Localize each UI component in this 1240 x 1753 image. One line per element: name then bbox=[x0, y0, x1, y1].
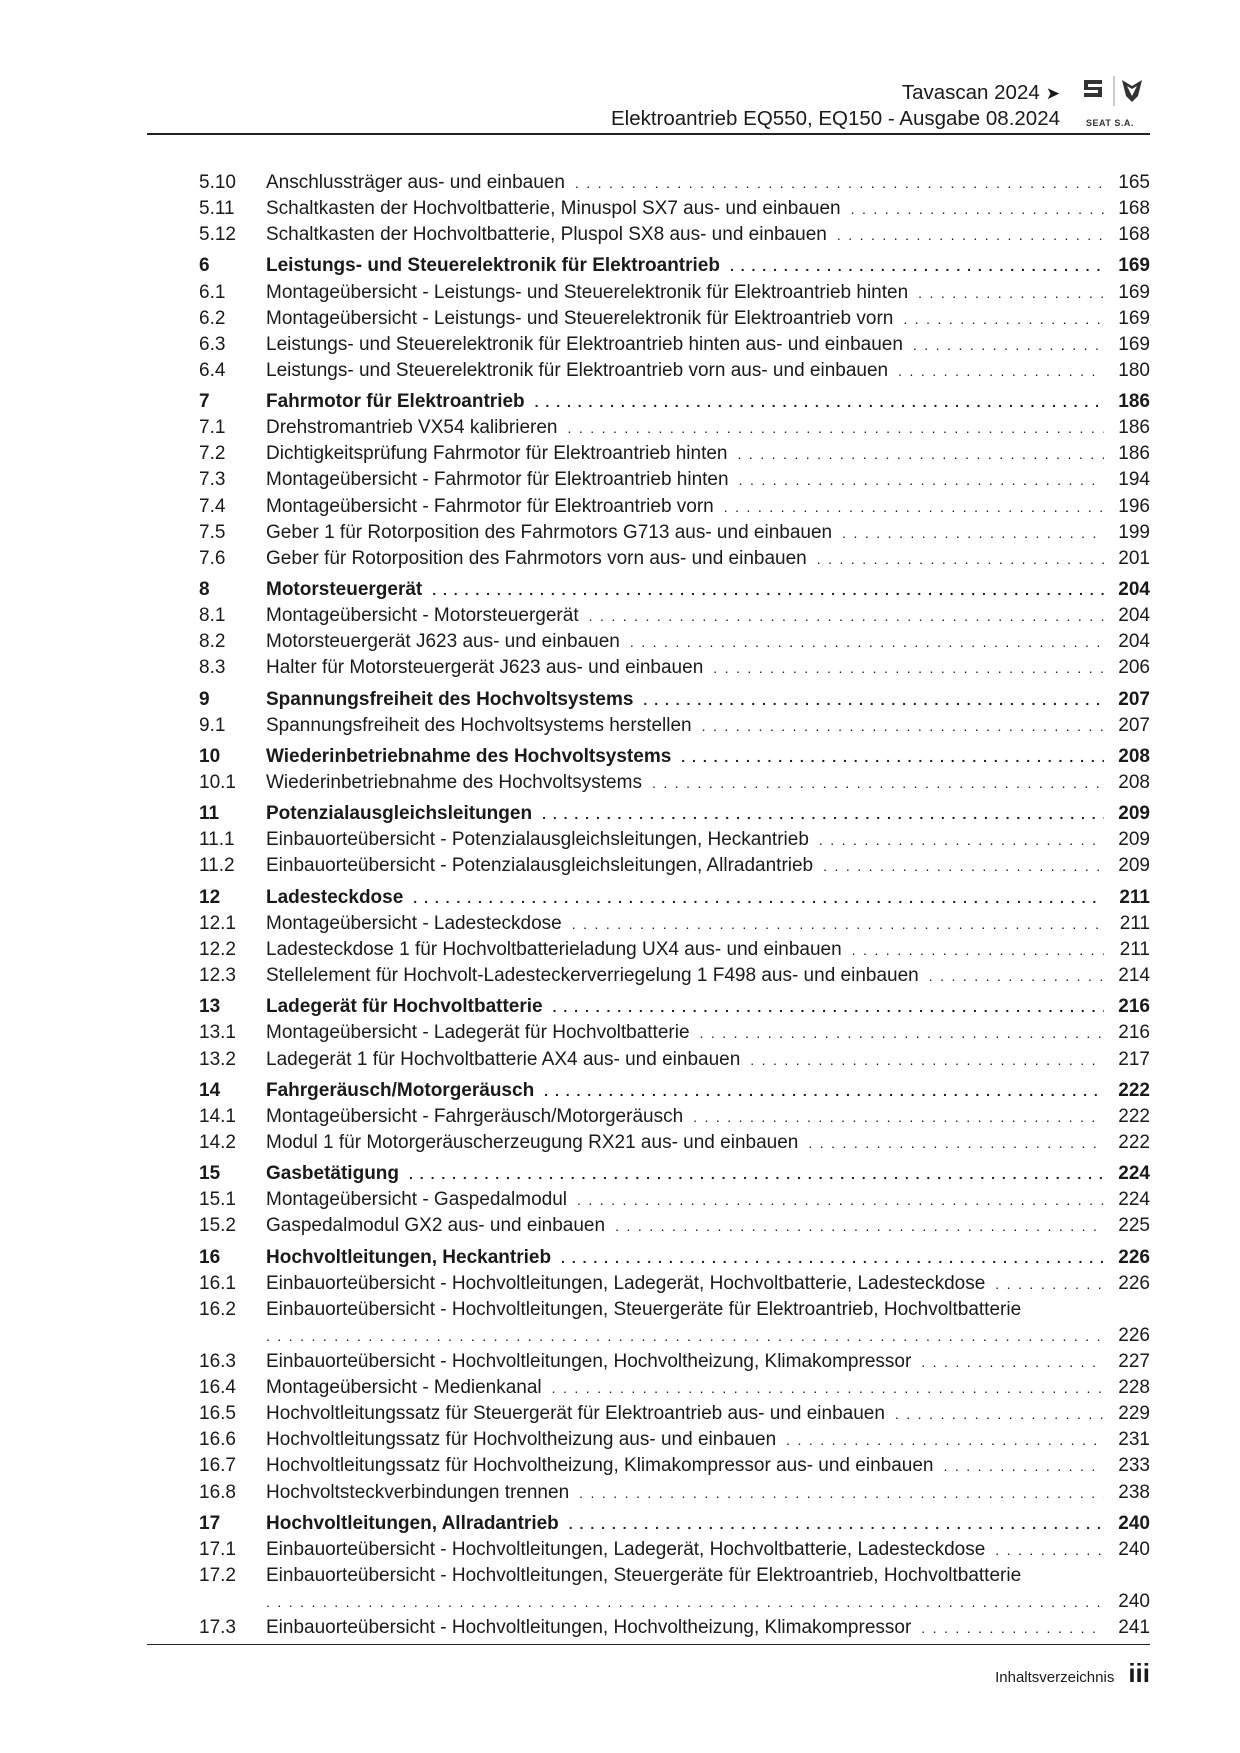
toc-entry[interactable] bbox=[199, 1273, 1150, 1299]
entry-title: Einbauorteübersicht - Hochvoltleitungen, Ladegerät, Hochvoltbatterie, Ladesteckdose bbox=[266, 1272, 986, 1294]
entry-page[interactable]: 204 bbox=[1118, 631, 1150, 653]
entry-page[interactable]: 165 bbox=[1118, 172, 1150, 193]
dot-leader bbox=[730, 255, 1104, 277]
entry-number: 12 bbox=[199, 886, 221, 908]
entry-page[interactable]: 169 bbox=[1118, 333, 1150, 355]
toc-entry[interactable] bbox=[199, 715, 1150, 741]
toc-entry[interactable] bbox=[199, 1429, 1150, 1455]
entry-title: Gaspedalmodul GX2 aus- und einbauen bbox=[266, 1215, 606, 1237]
header-subtitle: Elektroantrieb EQ550, EQ150 - Ausgabe 08.2024 bbox=[610, 107, 1060, 130]
entry-page[interactable]: 226 bbox=[1118, 1325, 1150, 1346]
entry-number: 11 bbox=[199, 803, 220, 825]
entry-number: 16.7 bbox=[199, 1455, 236, 1477]
dot-leader bbox=[589, 605, 1104, 627]
toc-entry-continuation[interactable] bbox=[199, 1591, 1150, 1617]
entry-title: Dichtigkeitsprüfung Fahrmotor für Elektroantrieb hinten bbox=[266, 443, 728, 465]
entry-number: 15.2 bbox=[199, 1215, 236, 1237]
entry-number: 17.3 bbox=[199, 1617, 236, 1639]
dot-leader bbox=[413, 887, 1104, 909]
entry-title: Einbauorteübersicht - Hochvoltleitungen, Steuergeräte für Elektroantrieb, Hochvoltbatterie bbox=[266, 1565, 1022, 1587]
entry-number: 16.4 bbox=[199, 1377, 236, 1399]
entry-title: Montageübersicht - Fahrmotor für Elektroantrieb hinten bbox=[266, 469, 729, 491]
dot-leader bbox=[898, 360, 1104, 382]
entry-page[interactable]: 209 bbox=[1118, 855, 1150, 877]
toc-entry[interactable] bbox=[199, 605, 1150, 631]
toc-entry[interactable] bbox=[199, 496, 1150, 522]
table-of-contents bbox=[199, 172, 1150, 1643]
toc-chapter[interactable] bbox=[199, 255, 1150, 281]
entry-page[interactable]: 204 bbox=[1118, 578, 1150, 600]
entry-number: 17.1 bbox=[199, 1538, 236, 1560]
entry-page[interactable]: 240 bbox=[1118, 1538, 1150, 1560]
toc-entry[interactable] bbox=[199, 417, 1150, 443]
entry-page[interactable]: 240 bbox=[1118, 1591, 1150, 1613]
arrow-icon: ➤ bbox=[1045, 84, 1060, 103]
entry-title: Einbauorteübersicht - Potenzialausgleichsleitungen, Heckantrieb bbox=[266, 829, 809, 851]
toc-entry[interactable] bbox=[199, 1455, 1150, 1481]
entry-page[interactable]: 206 bbox=[1118, 657, 1150, 679]
dot-leader bbox=[739, 469, 1104, 491]
toc-chapter[interactable] bbox=[199, 1163, 1150, 1189]
entry-page[interactable]: 229 bbox=[1118, 1403, 1150, 1425]
entry-number: 7.1 bbox=[199, 417, 226, 439]
dot-leader bbox=[615, 1215, 1104, 1237]
dot-leader bbox=[724, 496, 1104, 518]
dot-leader bbox=[652, 772, 1104, 794]
toc-entry[interactable] bbox=[199, 1106, 1150, 1132]
toc-entry[interactable] bbox=[199, 334, 1150, 360]
dot-leader bbox=[913, 334, 1104, 356]
entry-number: 16.6 bbox=[199, 1429, 236, 1451]
toc-chapter[interactable] bbox=[199, 746, 1150, 772]
dot-leader bbox=[851, 198, 1104, 220]
entry-page[interactable]: 225 bbox=[1118, 1215, 1150, 1237]
entry-title: Motorsteuergerät J623 aus- und einbauen bbox=[266, 631, 620, 653]
entry-title: Potenzialausgleichsleitungen bbox=[266, 803, 533, 825]
entry-page[interactable]: 168 bbox=[1118, 198, 1150, 220]
entry-title: Geber 1 für Rotorposition des Fahrmotors G713 aus- und einbauen bbox=[266, 521, 833, 543]
entry-number: 6.3 bbox=[199, 333, 226, 355]
toc-entry[interactable] bbox=[199, 939, 1150, 965]
entry-page[interactable]: 227 bbox=[1118, 1351, 1150, 1373]
entry-number: 12.1 bbox=[199, 912, 236, 934]
entry-page[interactable]: 226 bbox=[1118, 1272, 1150, 1294]
entry-title: Ladegerät 1 für Hochvoltbatterie AX4 aus- und einbauen bbox=[266, 1048, 741, 1070]
dot-leader bbox=[995, 1539, 1104, 1561]
entry-title: Gasbetätigung bbox=[266, 1163, 400, 1185]
entry-number: 15 bbox=[199, 1163, 221, 1185]
entry-page[interactable]: 196 bbox=[1118, 495, 1150, 517]
dot-leader bbox=[921, 1617, 1104, 1639]
entry-title: Einbauorteübersicht - Hochvoltleitungen, Hochvoltheizung, Klimakompressor bbox=[266, 1351, 912, 1373]
footer-divider bbox=[147, 1644, 1150, 1645]
entry-title: Wiederinbetriebnahme des Hochvoltsystems bbox=[266, 772, 642, 793]
entry-page[interactable]: 186 bbox=[1118, 443, 1150, 465]
entry-title: Montageübersicht - Gaspedalmodul bbox=[266, 1189, 568, 1211]
entry-page[interactable]: 216 bbox=[1118, 1022, 1150, 1044]
entry-title: Hochvoltleitungen, Heckantrieb bbox=[266, 1246, 552, 1268]
dot-leader bbox=[577, 1189, 1104, 1211]
entry-title: Leistungs- und Steuerelektronik für Elektroantrieb bbox=[266, 255, 720, 277]
toc-entry[interactable] bbox=[199, 360, 1150, 386]
entry-title: Montageübersicht - Medienkanal bbox=[266, 1377, 542, 1399]
entry-number: 16.1 bbox=[199, 1272, 236, 1294]
toc-chapter[interactable] bbox=[199, 1513, 1150, 1539]
entry-title: Ladegerät für Hochvoltbatterie bbox=[266, 996, 543, 1018]
header-divider bbox=[147, 133, 1150, 135]
toc-entry[interactable] bbox=[199, 855, 1150, 881]
toc-chapter[interactable] bbox=[199, 1080, 1150, 1106]
dot-leader bbox=[567, 417, 1104, 439]
toc-chapter[interactable] bbox=[199, 689, 1150, 715]
dot-leader bbox=[837, 224, 1104, 246]
dot-leader bbox=[842, 522, 1104, 544]
entry-title: Spannungsfreiheit des Hochvoltsystems herstellen bbox=[266, 714, 692, 736]
entry-page[interactable]: 217 bbox=[1118, 1048, 1150, 1070]
entry-number: 14 bbox=[199, 1079, 221, 1101]
dot-leader bbox=[266, 1325, 1104, 1347]
entry-number: 7.6 bbox=[199, 547, 226, 569]
toc-entry[interactable] bbox=[199, 1132, 1150, 1158]
dot-leader bbox=[929, 965, 1104, 987]
toc-entry[interactable] bbox=[199, 1565, 1150, 1591]
toc-entry[interactable] bbox=[199, 282, 1150, 308]
toc-entry[interactable] bbox=[199, 522, 1150, 548]
entry-number: 8.3 bbox=[199, 657, 226, 679]
toc-entry[interactable] bbox=[199, 913, 1150, 939]
entry-page[interactable]: 211 bbox=[1119, 886, 1150, 908]
dot-leader bbox=[786, 1429, 1104, 1451]
entry-number: 16 bbox=[199, 1246, 221, 1268]
entry-number: 10 bbox=[199, 745, 221, 767]
entry-number: 13 bbox=[199, 996, 221, 1018]
entry-number: 11.1 bbox=[199, 829, 235, 851]
toc-entry[interactable] bbox=[199, 1482, 1150, 1508]
entry-page[interactable]: 208 bbox=[1118, 772, 1150, 793]
entry-title: Ladesteckdose 1 für Hochvoltbatterieladung UX4 aus- und einbauen bbox=[266, 938, 842, 960]
dot-leader bbox=[542, 803, 1104, 825]
toc-chapter[interactable] bbox=[199, 1247, 1150, 1273]
dot-leader bbox=[918, 282, 1104, 304]
entry-title: Motorsteuergerät bbox=[266, 578, 423, 600]
toc-chapter[interactable] bbox=[199, 391, 1150, 417]
dot-leader bbox=[819, 829, 1104, 851]
dot-leader bbox=[808, 1132, 1104, 1154]
toc-entry[interactable] bbox=[199, 469, 1150, 495]
dot-leader bbox=[817, 548, 1104, 570]
entry-title: Montageübersicht - Leistungs- und Steuerelektronik für Elektroantrieb vorn bbox=[266, 307, 894, 329]
entry-number: 17 bbox=[199, 1512, 221, 1534]
entry-title: Modul 1 für Motorgeräuscherzeugung RX21 aus- und einbauen bbox=[266, 1131, 799, 1153]
entry-page[interactable]: 194 bbox=[1118, 469, 1150, 491]
dot-leader bbox=[852, 939, 1104, 961]
dot-leader bbox=[409, 1163, 1104, 1185]
entry-number: 5.12 bbox=[199, 224, 236, 246]
dot-leader bbox=[643, 689, 1104, 711]
toc-entry[interactable] bbox=[199, 1049, 1150, 1075]
entry-title: Hochvoltleitungssatz für Hochvoltheizung, Klimakompressor aus- und einbauen bbox=[266, 1455, 934, 1477]
dot-leader bbox=[535, 391, 1104, 413]
entry-number: 6.2 bbox=[199, 307, 226, 329]
entry-title: Hochvoltleitungssatz für Hochvoltheizung aus- und einbauen bbox=[266, 1429, 777, 1451]
entry-number: 14.1 bbox=[199, 1105, 236, 1127]
dot-leader bbox=[713, 657, 1104, 679]
entry-page[interactable]: 224 bbox=[1118, 1163, 1150, 1185]
entry-number: 7 bbox=[199, 391, 210, 413]
entry-page[interactable]: 186 bbox=[1118, 391, 1150, 413]
entry-page[interactable]: 169 bbox=[1118, 307, 1150, 329]
dot-leader bbox=[700, 1022, 1104, 1044]
entry-number: 6.1 bbox=[199, 281, 226, 303]
page-number: iii bbox=[1128, 1658, 1150, 1688]
toc-entry[interactable] bbox=[199, 308, 1150, 334]
entry-page[interactable]: 233 bbox=[1118, 1455, 1150, 1477]
entry-title: Fahrgeräusch/Motorgeräusch bbox=[266, 1079, 535, 1101]
page-header bbox=[611, 80, 1060, 131]
entry-title: Ladesteckdose bbox=[266, 886, 404, 908]
entry-number: 7.3 bbox=[199, 469, 226, 491]
entry-page[interactable]: 201 bbox=[1118, 547, 1150, 569]
entry-title: Wiederinbetriebnahme des Hochvoltsystems bbox=[266, 745, 672, 767]
entry-page[interactable]: 208 bbox=[1118, 745, 1150, 767]
dot-leader bbox=[702, 715, 1104, 737]
entry-page[interactable]: 231 bbox=[1118, 1429, 1150, 1451]
toc-entry[interactable] bbox=[199, 1539, 1150, 1565]
entry-title: Schaltkasten der Hochvoltbatterie, Minuspol SX7 aus- und einbauen bbox=[266, 198, 841, 220]
toc-entry[interactable] bbox=[199, 224, 1150, 250]
dot-leader bbox=[266, 1591, 1104, 1613]
entry-page[interactable]: 222 bbox=[1118, 1079, 1150, 1101]
entry-title: Hochvoltleitungssatz für Steuergerät für Elektroantrieb aus- und einbauen bbox=[266, 1403, 885, 1425]
entry-page[interactable]: 186 bbox=[1118, 417, 1150, 439]
toc-entry[interactable] bbox=[199, 548, 1150, 574]
entry-page[interactable]: 211 bbox=[1119, 938, 1150, 960]
entry-number: 17.2 bbox=[199, 1565, 236, 1587]
entry-number: 9.1 bbox=[199, 714, 226, 736]
dot-leader bbox=[553, 996, 1104, 1018]
dot-leader bbox=[561, 1247, 1104, 1269]
entry-title: Hochvoltsteckverbindungen trennen bbox=[266, 1481, 570, 1503]
dot-leader bbox=[552, 1377, 1104, 1399]
entry-number: 14.2 bbox=[199, 1131, 236, 1153]
entry-title: Einbauorteübersicht - Hochvoltleitungen, Hochvoltheizung, Klimakompressor bbox=[266, 1617, 912, 1639]
entry-title: Einbauorteübersicht - Hochvoltleitungen, Steuergeräte für Elektroantrieb, Hochvoltbatterie bbox=[266, 1298, 1022, 1320]
entry-number: 5.11 bbox=[199, 198, 235, 220]
entry-number: 8 bbox=[199, 578, 210, 600]
entry-title: Anschlussträger aus- und einbauen bbox=[266, 172, 565, 193]
entry-page[interactable]: 209 bbox=[1118, 829, 1150, 851]
entry-page[interactable]: 169 bbox=[1118, 281, 1150, 303]
entry-number: 8.1 bbox=[199, 605, 226, 627]
dot-leader bbox=[943, 1455, 1104, 1477]
dot-leader bbox=[630, 631, 1104, 653]
page-footer bbox=[995, 1658, 1150, 1689]
entry-title: Montageübersicht - Motorsteuergerät bbox=[266, 605, 579, 627]
footer-label: Inhaltsverzeichnis bbox=[995, 1669, 1115, 1686]
entry-page[interactable]: 204 bbox=[1118, 605, 1150, 627]
entry-number: 10.1 bbox=[199, 772, 236, 793]
toc-entry[interactable] bbox=[199, 772, 1150, 798]
entry-number: 7.2 bbox=[199, 443, 226, 465]
dot-leader bbox=[903, 308, 1104, 330]
entry-page[interactable]: 169 bbox=[1118, 255, 1150, 277]
seat-cupra-logo bbox=[1080, 74, 1152, 134]
entry-title: Geber für Rotorposition des Fahrmotors vorn aus- und einbauen bbox=[266, 547, 807, 569]
toc-entry[interactable] bbox=[199, 829, 1150, 855]
entry-page[interactable]: 241 bbox=[1118, 1617, 1150, 1639]
dot-leader bbox=[693, 1106, 1104, 1128]
dot-leader bbox=[579, 1482, 1104, 1504]
toc-entry[interactable] bbox=[199, 1617, 1150, 1643]
dot-leader bbox=[572, 913, 1104, 935]
entry-title: Stellelement für Hochvolt-Ladesteckerverriegelung 1 F498 aus- und einbauen bbox=[266, 965, 919, 987]
entry-number: 16.8 bbox=[199, 1481, 236, 1503]
entry-title: Einbauorteübersicht - Hochvoltleitungen, Ladegerät, Hochvoltbatterie, Ladesteckdose bbox=[266, 1538, 986, 1560]
toc-entry[interactable] bbox=[199, 631, 1150, 657]
entry-number: 6.4 bbox=[199, 359, 226, 381]
brand-logo-icon bbox=[1080, 74, 1152, 114]
toc-entry[interactable] bbox=[199, 198, 1150, 224]
entry-page[interactable]: 207 bbox=[1118, 714, 1150, 736]
dot-leader bbox=[681, 746, 1104, 768]
entry-title: Leistungs- und Steuerelektronik für Elektroantrieb hinten aus- und einbauen bbox=[266, 333, 903, 355]
entry-number: 16.5 bbox=[199, 1403, 236, 1425]
entry-title: Einbauorteübersicht - Potenzialausgleichsleitungen, Allradantrieb bbox=[266, 855, 814, 877]
dot-leader bbox=[544, 1080, 1104, 1102]
entry-number: 9 bbox=[199, 688, 210, 710]
dot-leader bbox=[432, 579, 1104, 601]
entry-title: Drehstromantrieb VX54 kalibrieren bbox=[266, 417, 558, 439]
entry-title: Montageübersicht - Ladegerät für Hochvoltbatterie bbox=[266, 1022, 690, 1044]
toc-chapter[interactable] bbox=[199, 887, 1150, 913]
logo-text: SEAT S.A. bbox=[1086, 118, 1134, 128]
entry-page[interactable]: 224 bbox=[1118, 1189, 1150, 1211]
entry-number: 15.1 bbox=[199, 1189, 236, 1211]
entry-title: Montageübersicht - Fahrmotor für Elektroantrieb vorn bbox=[266, 495, 714, 517]
entry-page[interactable]: 214 bbox=[1118, 965, 1150, 987]
entry-title: Fahrmotor für Elektroantrieb bbox=[266, 391, 525, 413]
toc-entry[interactable] bbox=[199, 1299, 1150, 1325]
entry-page[interactable]: 222 bbox=[1118, 1105, 1150, 1127]
entry-title: Montageübersicht - Leistungs- und Steuerelektronik für Elektroantrieb hinten bbox=[266, 281, 909, 303]
toc-entry[interactable] bbox=[199, 443, 1150, 469]
entry-title: Montageübersicht - Ladesteckdose bbox=[266, 912, 562, 934]
entry-number: 12.3 bbox=[199, 965, 236, 987]
toc-entry[interactable] bbox=[199, 172, 1150, 198]
dot-leader bbox=[738, 443, 1104, 465]
toc-entry[interactable] bbox=[199, 657, 1150, 683]
toc-entry[interactable] bbox=[199, 1022, 1150, 1048]
entry-page[interactable]: 168 bbox=[1118, 224, 1150, 246]
entry-number: 16.3 bbox=[199, 1351, 236, 1373]
dot-leader bbox=[995, 1273, 1104, 1295]
entry-number: 8.2 bbox=[199, 631, 226, 653]
dot-leader bbox=[895, 1403, 1104, 1425]
entry-page[interactable]: 207 bbox=[1118, 688, 1150, 710]
entry-page[interactable]: 238 bbox=[1118, 1481, 1150, 1503]
entry-page[interactable]: 199 bbox=[1118, 521, 1150, 543]
toc-chapter[interactable] bbox=[199, 579, 1150, 605]
entry-page[interactable]: 211 bbox=[1119, 912, 1150, 934]
toc-chapter[interactable] bbox=[199, 803, 1150, 829]
entry-page[interactable]: 226 bbox=[1118, 1246, 1150, 1268]
entry-page[interactable]: 228 bbox=[1118, 1377, 1150, 1399]
toc-entry[interactable] bbox=[199, 1189, 1150, 1215]
entry-number: 5.10 bbox=[199, 172, 236, 193]
entry-page[interactable]: 209 bbox=[1118, 803, 1150, 825]
toc-chapter[interactable] bbox=[199, 996, 1150, 1022]
header-title: Tavascan 2024 bbox=[901, 81, 1040, 104]
dot-leader bbox=[921, 1351, 1104, 1373]
entry-number: 6 bbox=[199, 255, 210, 277]
entry-title: Halter für Motorsteuergerät J623 aus- und einbauen bbox=[266, 657, 704, 679]
entry-number: 13.1 bbox=[199, 1022, 236, 1044]
dot-leader bbox=[569, 1513, 1104, 1535]
entry-number: 11.2 bbox=[199, 855, 235, 877]
toc-entry[interactable] bbox=[199, 1403, 1150, 1429]
entry-title: Spannungsfreiheit des Hochvoltsystems bbox=[266, 688, 634, 710]
entry-title: Montageübersicht - Fahrgeräusch/Motorgeräusch bbox=[266, 1105, 684, 1127]
entry-number: 12.2 bbox=[199, 938, 236, 960]
entry-title: Schaltkasten der Hochvoltbatterie, Pluspol SX8 aus- und einbauen bbox=[266, 224, 827, 246]
entry-title: Hochvoltleitungen, Allradantrieb bbox=[266, 1512, 559, 1534]
dot-leader bbox=[575, 172, 1104, 194]
entry-number: 13.2 bbox=[199, 1048, 236, 1070]
entry-page[interactable]: 180 bbox=[1118, 359, 1150, 381]
toc-entry[interactable] bbox=[199, 1377, 1150, 1403]
entry-number: 7.4 bbox=[199, 495, 226, 517]
entry-page[interactable]: 240 bbox=[1118, 1512, 1150, 1534]
toc-entry[interactable] bbox=[199, 1215, 1150, 1241]
toc-entry-continuation[interactable] bbox=[199, 1325, 1150, 1351]
dot-leader bbox=[823, 855, 1104, 877]
entry-page[interactable]: 222 bbox=[1118, 1131, 1150, 1153]
toc-entry[interactable] bbox=[199, 1351, 1150, 1377]
entry-number: 16.2 bbox=[199, 1298, 236, 1320]
entry-title: Leistungs- und Steuerelektronik für Elektroantrieb vorn aus- und einbauen bbox=[266, 359, 889, 381]
entry-number: 7.5 bbox=[199, 521, 226, 543]
dot-leader bbox=[750, 1049, 1104, 1071]
entry-page[interactable]: 216 bbox=[1118, 996, 1150, 1018]
toc-entry[interactable] bbox=[199, 965, 1150, 991]
